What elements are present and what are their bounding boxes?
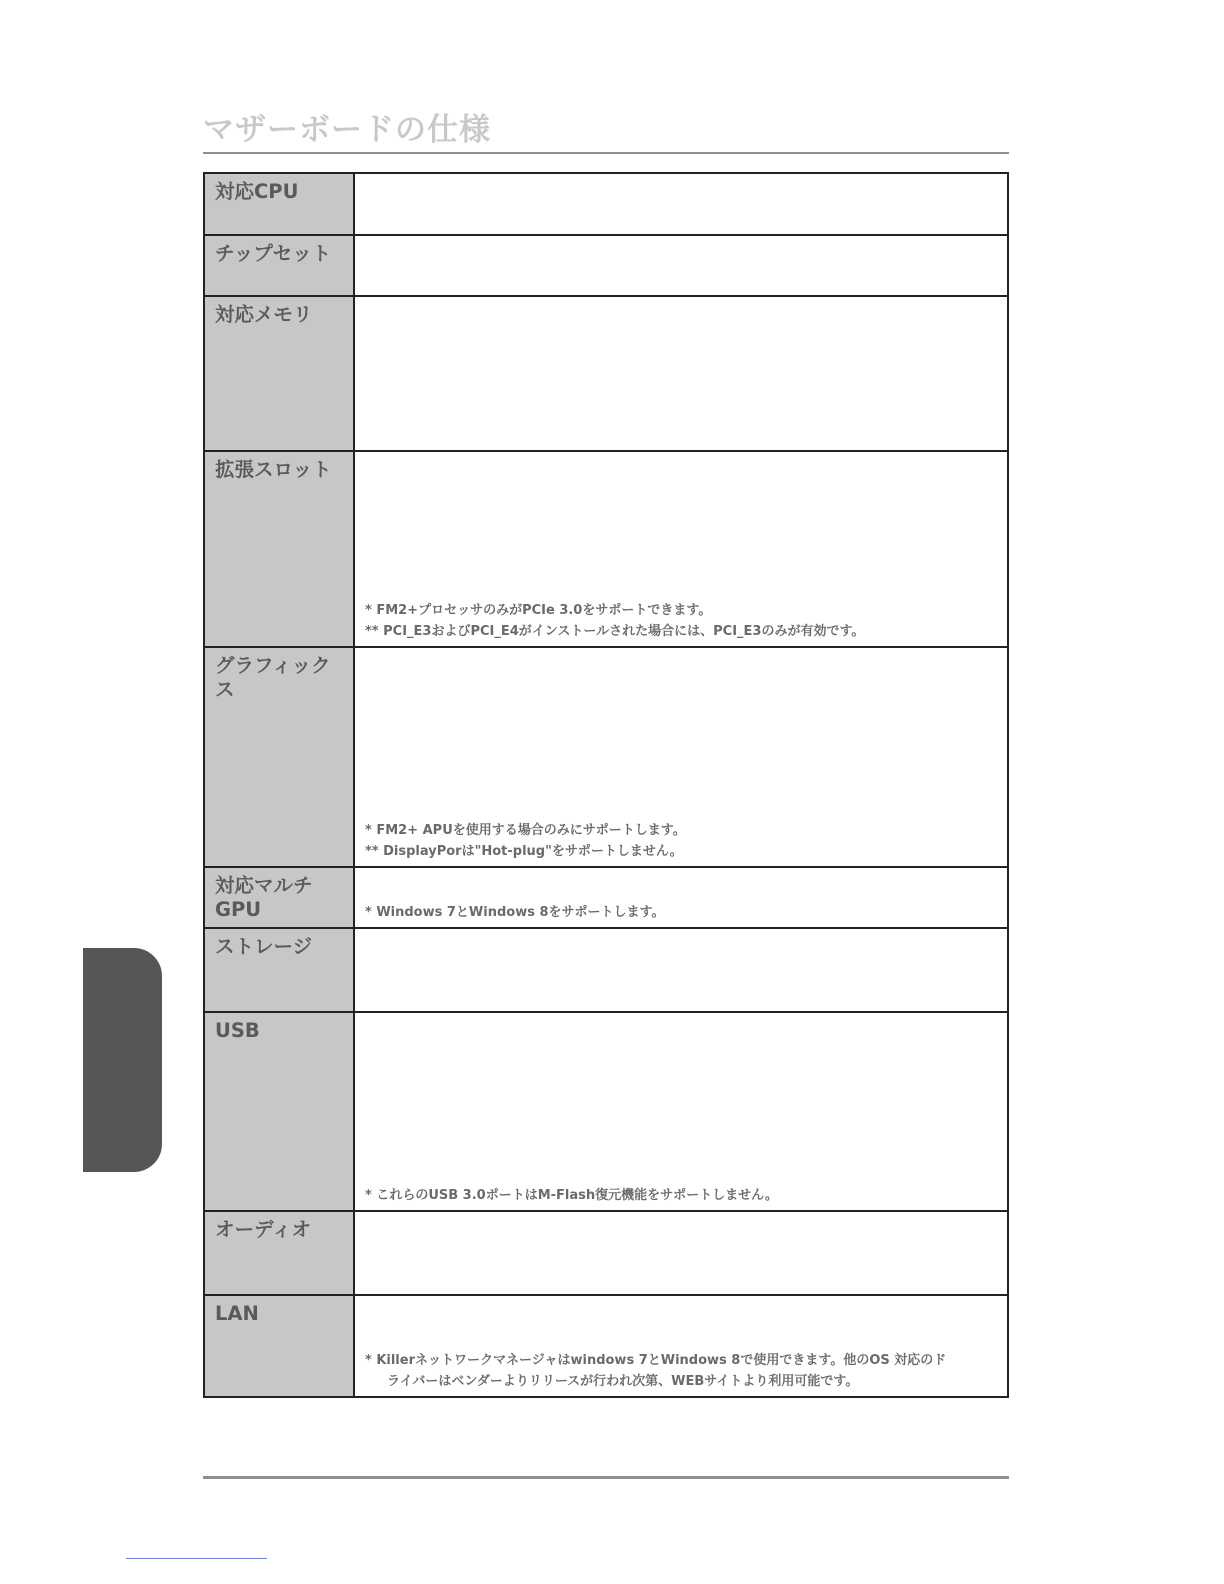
spec-row-audio [204,1211,1008,1295]
note-block [365,902,1001,923]
spec-row-graphics [204,647,1008,867]
footnote: ** PCI_E3およびPCI_E4がインストールされた場合には、PCI_E3のみが有効です。 [365,624,865,639]
spec-content [354,1211,1008,1295]
spec-label: オーディオ [204,1211,354,1295]
chapter-tab [83,948,162,1172]
spec-row-cpu [204,173,1008,235]
spec-row-lan [204,1295,1008,1397]
spec-content [354,867,1008,928]
spec-label: ストレージ [204,928,354,1012]
link-underline [126,1558,267,1559]
footnote: * これらのUSB 3.0ポートはM-Flash復元機能をサポートしません。 [365,1188,778,1203]
spec-content [354,1295,1008,1397]
spec-row-memory [204,296,1008,451]
note-block [365,1185,1001,1206]
spec-content [354,928,1008,1012]
footnote: * FM2+ APUを使用する場合のみにサポートします。 [365,823,686,838]
spec-row-expansion-slots [204,451,1008,647]
spec-label: USB [204,1012,354,1211]
spec-table [203,172,1009,1398]
footer-divider [203,1476,1009,1479]
spec-label: 拡張スロット [204,451,354,647]
spec-label: 対応マルチGPU [204,867,354,928]
footnote: ライバーはベンダーよりリリースが行われ次第、WEBサイトより利用可能です。 [387,1374,859,1389]
note-block [365,1350,1001,1392]
footnote: * Killerネットワークマネージャはwindows 7とWindows 8で使用できます。他のOS 対応のド [365,1353,947,1368]
footnote: ** DisplayPorは"Hot-plug"をサポートしません。 [365,844,683,859]
spec-content [354,647,1008,867]
title-divider [203,152,1009,154]
spec-row-chipset [204,235,1008,296]
spec-content [354,296,1008,451]
spec-content [354,451,1008,647]
spec-label: 対応CPU [204,173,354,235]
page-title: マザーボードの仕様 [203,112,491,148]
spec-row-usb [204,1012,1008,1211]
spec-label: LAN [204,1295,354,1397]
spec-label: グラフィックス [204,647,354,867]
spec-content [354,173,1008,235]
note-block [365,600,1001,642]
spec-label: チップセット [204,235,354,296]
footnote: * FM2+プロセッサのみがPCIe 3.0をサポートできます。 [365,603,712,618]
spec-row-multi-gpu [204,867,1008,928]
spec-row-storage [204,928,1008,1012]
spec-content [354,1012,1008,1211]
spec-label: 対応メモリ [204,296,354,451]
spec-content [354,235,1008,296]
note-block [365,820,1001,862]
footnote: * Windows 7とWindows 8をサポートします。 [365,905,665,920]
